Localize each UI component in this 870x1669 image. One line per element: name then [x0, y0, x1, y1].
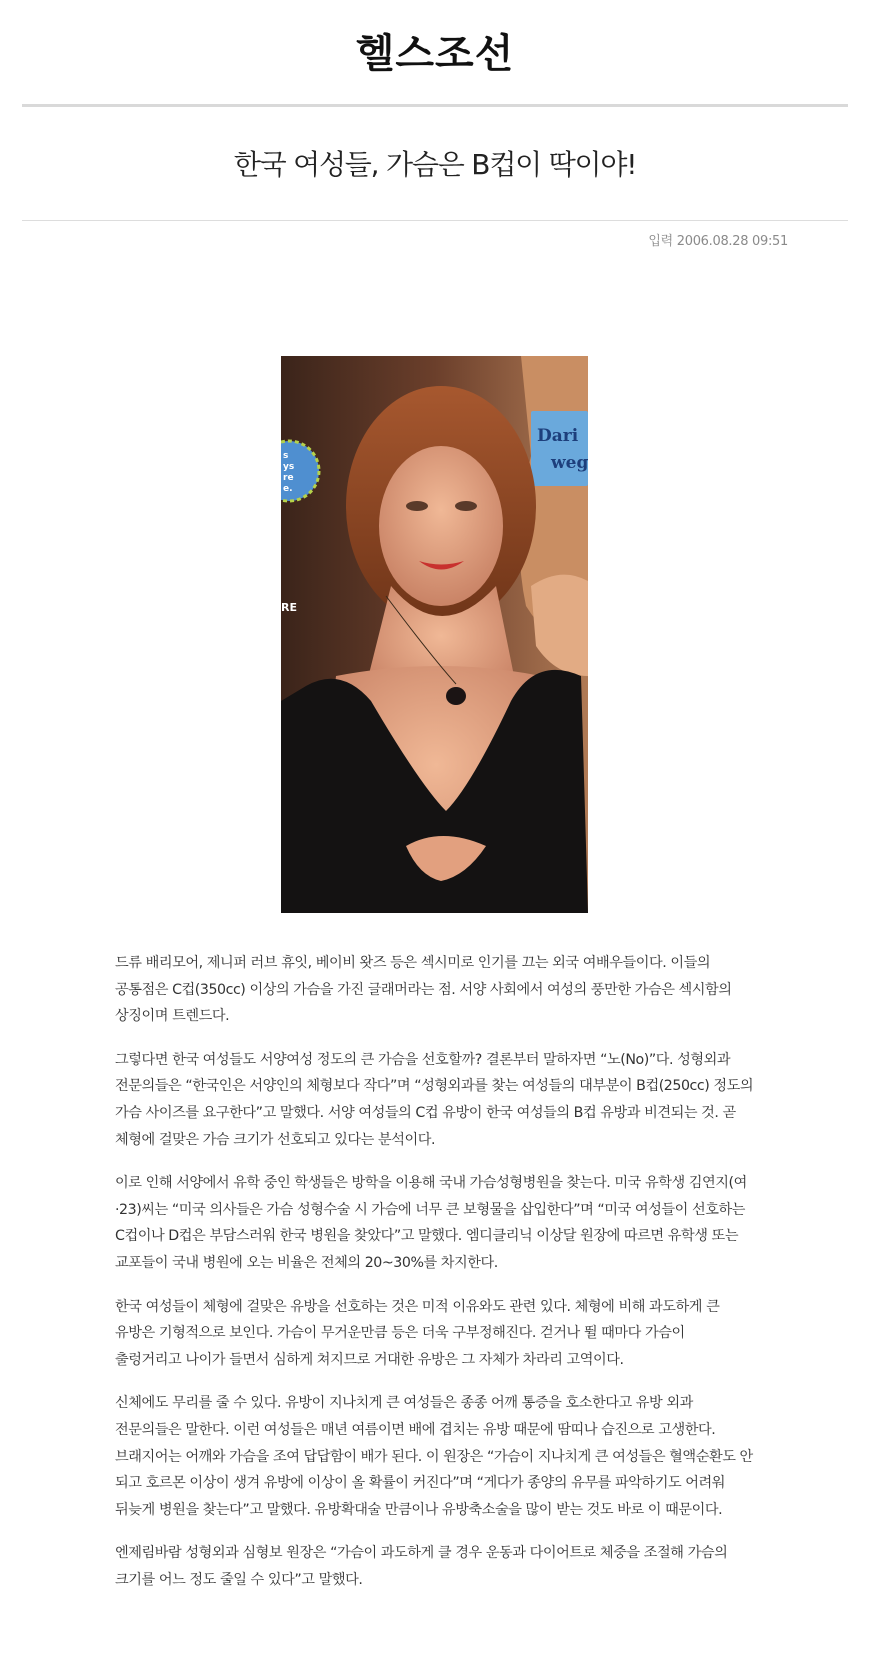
title-divider — [22, 220, 848, 221]
article-photo — [281, 356, 588, 913]
article-paragraph: 이로 인해 서양에서 유학 중인 학생들은 방학을 이용해 국내 가슴성형병원을 찾는다. 미국 유학생 김연지(여·23)씨는 “미국 의사들은 가슴 성형수술 시 가슴에 너무 큰 보형물을 삽입한다”며 “미국 여성들이 선호하는 C컵이나 D컵은 부담스러워 한국 병원을 찾았다”고 말했다. 엠디클리닉 이상달 원장에 따르면 유학생 또는 교포들이 국내 병원에 오는 비율은 전체의 20~30%를 차지한다. — [115, 1175, 747, 1271]
article-paragraph: 드류 배리모어, 제니퍼 러브 휴잇, 베이비 왓즈 등은 섹시미로 인기를 끄는 외국 여배우들이다. 이들의 공통점은 C컵(350cc) 이상의 가슴을 가진 글래머라는 점. 서양 사회에서 여성의 풍만한 가슴은 섹시함의 상징이며 트렌드다. — [115, 955, 732, 1025]
article-paragraph: 그렇다면 한국 여성들도 서양여성 정도의 큰 가슴을 선호할까? 결론부터 말하자면 “노(No)”다. 성형외과 전문의들은 “한국인은 서양인의 체형보다 작다”며 “성형외과를 찾는 여성들의 대부분이 B컵(250cc) 정도의 가슴 사이즈를 요구한다”고 말했다. 서양 여성들의 C컵 유방이 한국 여성들의 B컵 유방과 비견되는 것. 곧 체형에 걸맞은 가슴 크기가 선호되고 있다는 분석이다. — [115, 1051, 754, 1148]
badge-text-3: re — [283, 473, 294, 483]
badge-text-2: ys — [283, 462, 295, 472]
article-paragraph: 한국 여성들이 체형에 걸맞은 유방을 선호하는 것은 미적 이유와도 관련 있다. 체형에 비해 과도하게 큰 유방은 기형적으로 보인다. 가슴이 무거운만큼 등은 더욱 구부정해진다. 걷거나 뛸 때마다 가슴이 출렁거리고 나이가 들면서 심하게 쳐지므로 거대한 유방은 그 자체가 차라리 고역이다. — [115, 1298, 720, 1368]
article-paragraph: 신체에도 무리를 줄 수 있다. 유방이 지나치게 큰 여성들은 종종 어깨 통증을 호소한다고 유방 외과 전문의들은 말한다. 이런 여성들은 매년 여름이면 배에 겹치는 유방 때문에 땀띠나 습진으로 고생한다. 브래지어는 어깨와 가슴을 조여 답답함이 배가 된다. 이 원장은 “가슴이 지나치게 큰 여성들은 혈액순환도 안 되고 호르몬 이상이 생겨 유방에 이상이 올 확률이 커진다”며 “게다가 종양의 유무를 파악하기도 어려워 뒤늦게 병원을 찾는다”고 말했다. 유방확대술 만큼이나 유방축소술을 많이 받는 것도 바로 이 때문이다. — [115, 1395, 753, 1518]
article-paragraph: 엔제림바람 성형외과 심형보 원장은 “가슴이 과도하게 클 경우 운동과 다이어트로 체중을 조절해 가슴의 크기를 어느 정도 줄일 수 있다”고 말했다. — [115, 1545, 728, 1588]
publish-date: 입력 2006.08.28 09:51 — [648, 234, 788, 249]
site-logo[interactable]: 헬스조선 — [355, 31, 515, 77]
site-header — [0, 0, 870, 104]
article-title: 한국 여성들, 가슴은 B컵이 딱이야! — [233, 148, 637, 181]
portrait-photo-icon — [281, 356, 588, 913]
sign-text-right-2: weg — [551, 453, 588, 473]
photo-bottom-text: RE — [281, 601, 297, 614]
header-divider — [22, 104, 848, 107]
sign-text-right-1: Dari — [537, 426, 579, 446]
badge-text-1: s — [283, 451, 289, 461]
article-body — [115, 950, 755, 1610]
badge-text-4: e. — [283, 484, 293, 494]
